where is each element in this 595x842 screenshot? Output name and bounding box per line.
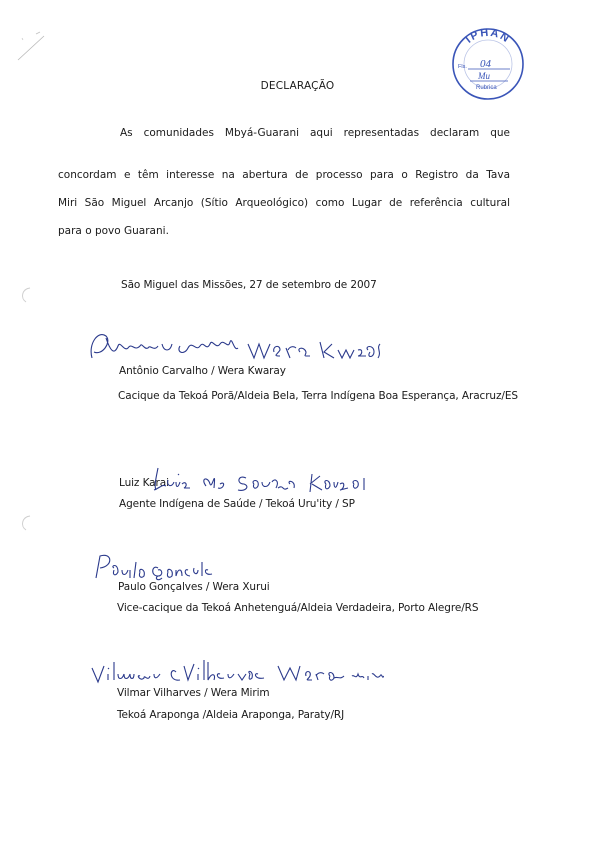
place-date: São Miguel das Missões, 27 de setembro de 2007: [121, 279, 377, 291]
signatory-role: Tekoá Araponga /Aldeia Araponga, Paraty/RJ: [117, 709, 345, 721]
paragraph-line: para o povo Guarani.: [58, 225, 169, 237]
signatory-role: Cacique da Tekoá Porã/Aldeia Bela, Terra Indígena Boa Esperança, Aracruz/ES: [118, 390, 518, 402]
pen-mark: [14, 30, 50, 64]
signatory-name: Luiz Karai: [119, 477, 169, 489]
signatory-name: Paulo Gonçalves / Wera Xurui: [118, 581, 270, 593]
stamp-rubric-label: Rubrica: [476, 85, 497, 91]
signatory-role: Agente Indígena de Saúde / Tekoá Uru'ity / SP: [119, 498, 355, 510]
paragraph-line: concordam e têm interesse na abertura de processo para o Registro da Tava: [58, 169, 510, 181]
stamp-rubric-mark: Mu: [478, 71, 490, 81]
stamp-fls-label: Fls.: [458, 64, 467, 70]
hole-punch-mark: [18, 514, 34, 532]
signatory-name: Antônio Carvalho / Wera Kwaray: [119, 365, 286, 377]
stamp-fls-number: 04: [480, 58, 491, 70]
signature-antonio: [84, 322, 384, 370]
signatory-role: Vice-cacique da Tekoá Anhetenguá/Aldeia Verdadeira, Porto Alegre/RS: [117, 602, 479, 614]
signature-vilmar: [84, 652, 384, 688]
svg-text:IPHAN: [463, 27, 512, 46]
signatory-name: Vilmar Vilharves / Wera Mirim: [117, 687, 270, 699]
paragraph-line: As comunidades Mbyá-Guarani aqui representadas declaram que: [120, 127, 510, 139]
stamp-agency: IPHAN: [463, 26, 513, 46]
signature-luiz: [150, 458, 380, 498]
signature-paulo: [92, 548, 222, 584]
hole-punch-mark: [18, 286, 34, 304]
paragraph-line: Miri São Miguel Arcanjo (Sítio Arqueológico) como Lugar de referência cultural: [58, 197, 510, 209]
document-title: DECLARAÇÃO: [260, 80, 335, 92]
